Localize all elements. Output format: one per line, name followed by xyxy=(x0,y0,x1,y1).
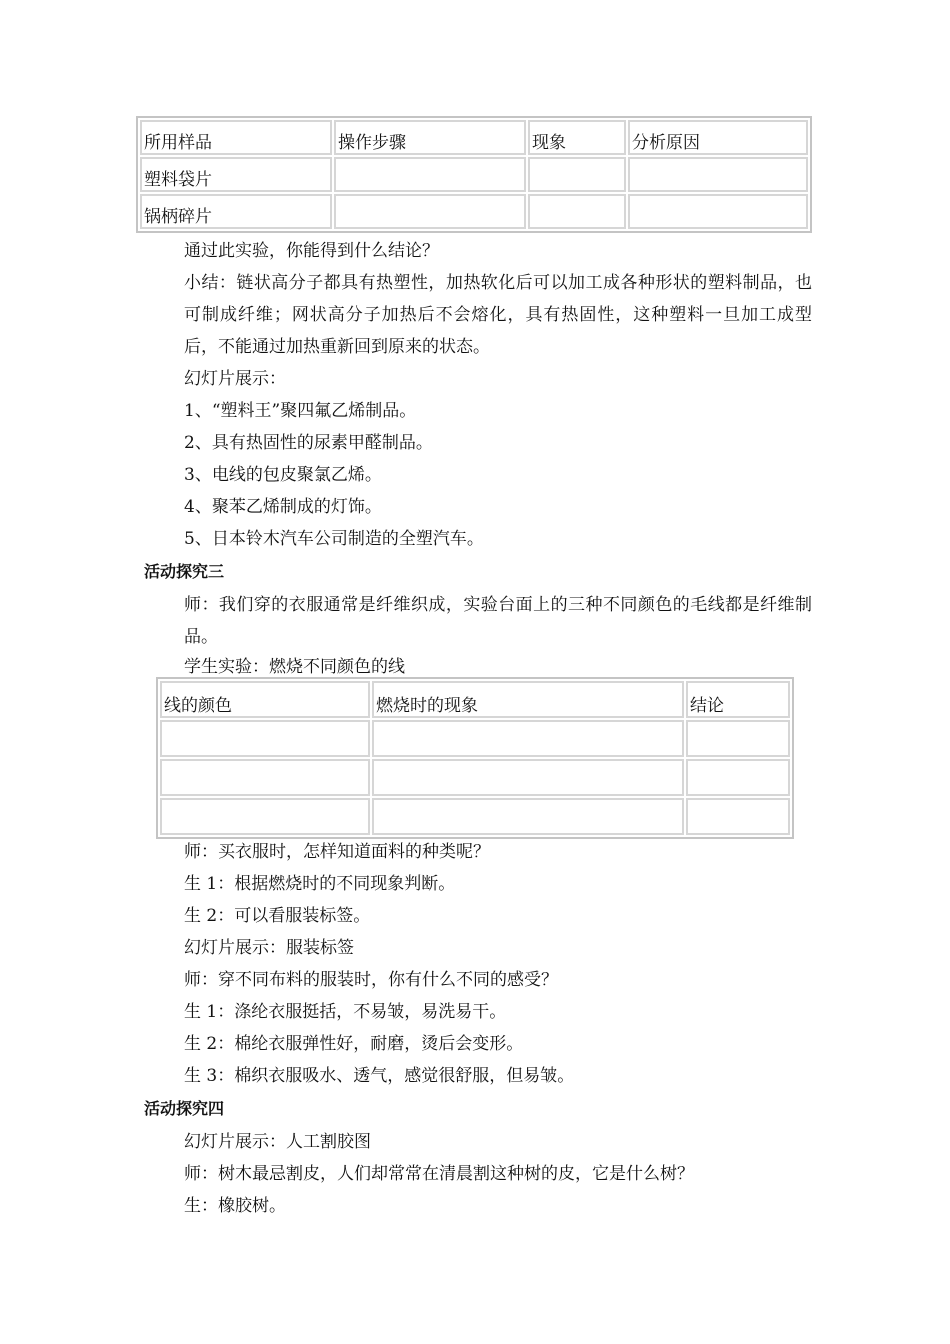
slide-show-heading: 幻灯片展示： xyxy=(184,369,286,389)
table-cell xyxy=(628,157,808,192)
table-header-cell: 线的颜色 xyxy=(160,681,370,718)
table-header-row xyxy=(140,120,808,155)
slide-item: 2、具有热固性的尿素甲醛制品。 xyxy=(184,433,433,453)
table-cell xyxy=(160,798,370,835)
table-cell: 塑料袋片 xyxy=(140,157,332,192)
conclusion-question: 通过此实验，你能得到什么结论？ xyxy=(184,241,439,261)
table-cell xyxy=(628,194,808,229)
thread-burning-table xyxy=(156,677,794,839)
table-cell xyxy=(160,759,370,796)
dialogue-line: 师：树木最忌割皮，人们却常常在清晨割这种树的皮，它是什么树？ xyxy=(184,1164,694,1184)
dialogue-line: 生 2：棉纶衣服弹性好，耐磨，烫后会变形。 xyxy=(184,1034,524,1054)
table-header-cell: 分析原因 xyxy=(628,120,808,155)
table-cell xyxy=(372,759,684,796)
table-row xyxy=(160,720,790,757)
table-cell xyxy=(686,798,790,835)
sample-analysis-table xyxy=(136,116,812,233)
dialogue-line: 生 1：涤纶衣服挺括，不易皱，易洗易干。 xyxy=(184,1002,507,1022)
table-cell xyxy=(372,720,684,757)
table-cell: 锅柄碎片 xyxy=(140,194,332,229)
table-cell xyxy=(160,720,370,757)
table-header-cell: 结论 xyxy=(686,681,790,718)
student-experiment-line: 学生实验：燃烧不同颜色的线 xyxy=(184,657,405,677)
table-header-cell: 燃烧时的现象 xyxy=(372,681,684,718)
dialogue-line: 生 1：根据燃烧时的不同现象判断。 xyxy=(184,874,456,894)
dialogue-line: 生：橡胶树。 xyxy=(184,1196,286,1216)
dialogue-line: 生 2：可以看服装标签。 xyxy=(184,906,371,926)
table-row xyxy=(160,798,790,835)
slide-item: 3、电线的包皮聚氯乙烯。 xyxy=(184,465,382,485)
table-cell xyxy=(686,720,790,757)
slide-item: 4、聚苯乙烯制成的灯饰。 xyxy=(184,497,382,517)
table-header-cell: 操作步骤 xyxy=(334,120,526,155)
table-row xyxy=(140,157,808,192)
table-header-cell: 现象 xyxy=(528,120,626,155)
dialogue-line: 师：穿不同布料的服装时，你有什么不同的感受？ xyxy=(184,970,558,990)
dialogue-line: 幻灯片展示：人工割胶图 xyxy=(184,1132,371,1152)
slide-item: 5、日本铃木汽车公司制造的全塑汽车。 xyxy=(184,529,484,549)
slide-item: 1、“塑料王”聚四氟乙烯制品。 xyxy=(184,401,417,421)
table-row xyxy=(160,759,790,796)
dialogue-line: 幻灯片展示：服装标签 xyxy=(184,938,354,958)
table-cell xyxy=(528,157,626,192)
section-heading-4: 活动探究四 xyxy=(144,1099,225,1118)
dialogue-line: 师：买衣服时，怎样知道面料的种类呢？ xyxy=(184,842,490,862)
table-cell xyxy=(334,157,526,192)
table-row xyxy=(140,194,808,229)
summary-paragraph: 小结：链状高分子都具有热塑性，加热软化后可以加工成各种形状的塑料制品，也可制成纤维；网状高分子加热后不会熔化，具有热固性，这种塑料一旦加工成型后，不能通过加热重新回到原来的状态。 xyxy=(184,273,812,357)
teacher-clothes-paragraph: 师：我们穿的衣服通常是纤维织成，实验台面上的三种不同颜色的毛线都是纤维制品。 xyxy=(184,595,812,647)
section-heading-3: 活动探究三 xyxy=(144,562,225,581)
table-cell xyxy=(334,194,526,229)
table-cell xyxy=(372,798,684,835)
table-cell xyxy=(686,759,790,796)
table-cell xyxy=(528,194,626,229)
table-header-row xyxy=(160,681,790,718)
table-header-cell: 所用样品 xyxy=(140,120,332,155)
dialogue-line: 生 3：棉织衣服吸水、透气，感觉很舒服，但易皱。 xyxy=(184,1066,575,1086)
